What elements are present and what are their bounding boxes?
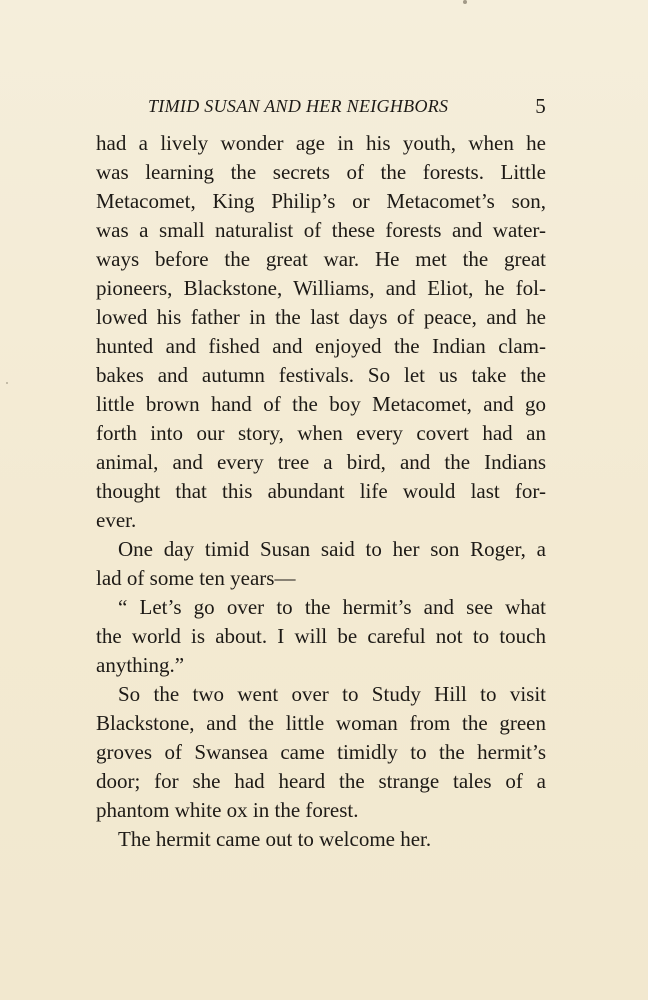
text-line: door; for she had heard the strange tales of a	[96, 769, 546, 793]
text-line: pioneers, Blackstone, Williams, and Eliot, he fol-	[96, 276, 546, 300]
text-line: One day timid Susan said to her son Roger, a	[118, 537, 546, 561]
text-line: lowed his father in the last days of peace, and he	[96, 305, 546, 329]
text-line: forth into our story, when every covert had an	[96, 421, 546, 445]
text-line: lad of some ten years—	[96, 566, 296, 590]
text-line: “ Let’s go over to the hermit’s and see what	[118, 595, 546, 619]
text-line: thought that this abundant life would last for-	[96, 479, 546, 503]
ink-speck	[463, 0, 467, 4]
text-line: anything.”	[96, 653, 185, 677]
text-line: animal, and every tree a bird, and the Indians	[96, 450, 546, 474]
running-head	[96, 93, 546, 119]
page-number: 5	[535, 94, 546, 118]
text-line: groves of Swansea came timidly to the hermit’s	[96, 740, 546, 764]
text-line: was a small naturalist of these forests and water-	[96, 218, 546, 242]
text-line: little brown hand of the boy Metacomet, and go	[96, 392, 546, 416]
text-line: Metacomet, King Philip’s or Metacomet’s son,	[96, 189, 546, 213]
text-line: Blackstone, and the little woman from the green	[96, 711, 546, 735]
text-line: So the two went over to Study Hill to visit	[118, 682, 546, 706]
text-line: had a lively wonder age in his youth, when he	[96, 131, 546, 155]
ink-speck	[6, 382, 8, 384]
text-line: The hermit came out to welcome her.	[118, 827, 432, 851]
text-line: was learning the secrets of the forests. Little	[96, 160, 546, 184]
text-line: hunted and fished and enjoyed the Indian clam-	[96, 334, 546, 358]
text-line: ways before the great war. He met the great	[96, 247, 546, 271]
running-title: TIMID SUSAN AND HER NEIGHBORS	[148, 96, 449, 116]
text-line: the world is about. I will be careful not to touch	[96, 624, 546, 648]
text-line: bakes and autumn festivals. So let us take the	[96, 363, 546, 387]
text-line: phantom white ox in the forest.	[96, 798, 359, 822]
body-text	[96, 129, 546, 854]
text-line: ever.	[96, 508, 137, 532]
